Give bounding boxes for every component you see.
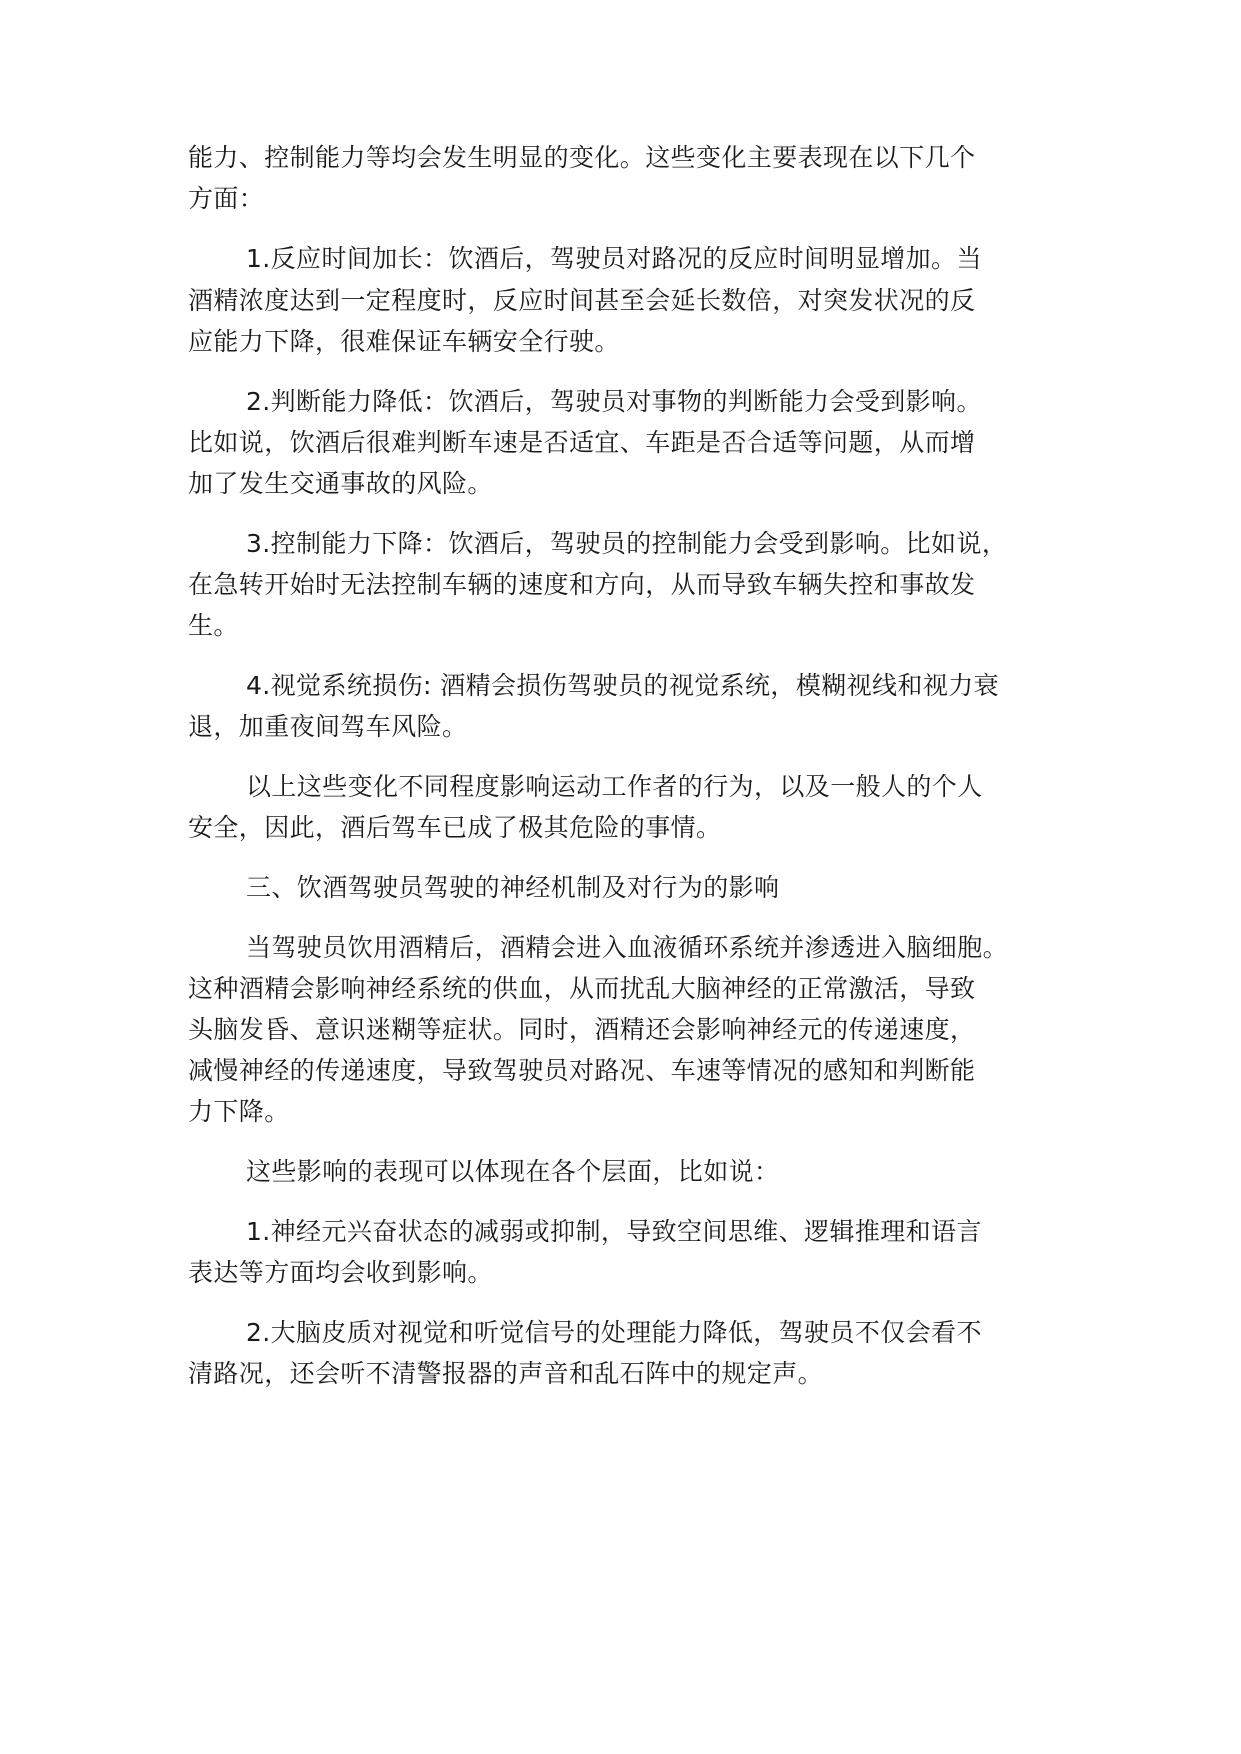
paragraph-10-line-1: 1.神经元兴奋状态的减弱或抑制，导致空间思维、逻辑推理和语言 <box>246 1217 982 1246</box>
paragraph-3-line-3: 加了发生交通事故的风险。 <box>188 469 493 498</box>
paragraph-6-line-2: 安全，因此，酒后驾车已成了极其危险的事情。 <box>188 813 722 842</box>
paragraph-8-line-2: 这种酒精会影响神经系统的供血，从而扰乱大脑神经的正常激活，导致 <box>188 974 976 1003</box>
paragraph-4-line-3: 生。 <box>188 611 239 640</box>
paragraph-3-line-1: 2.判断能力降低：饮酒后，驾驶员对事物的判断能力会受到影响。 <box>246 387 982 416</box>
paragraph-8-line-4: 减慢神经的传递速度，导致驾驶员对路况、车速等情况的感知和判断能 <box>188 1056 976 1085</box>
paragraph-2-line-1: 1.反应时间加长：饮酒后，驾驶员对路况的反应时间明显增加。当 <box>246 244 982 273</box>
paragraph-5-line-1: 4.视觉系统损伤: 酒精会损伤驾驶员的视觉系统，模糊视线和视力衰 <box>246 671 1000 700</box>
paragraph-2-line-2: 酒精浓度达到一定程度时，反应时间甚至会延长数倍，对突发状况的反 <box>188 286 976 315</box>
paragraph-4-line-2: 在急转开始时无法控制车辆的速度和方向，从而导致车辆失控和事故发 <box>188 570 976 599</box>
paragraph-9-line-1: 这些影响的表现可以体现在各个层面，比如说： <box>246 1157 780 1186</box>
paragraph-8-line-5: 力下降。 <box>188 1097 290 1126</box>
paragraph-8-line-1: 当驾驶员饮用酒精后，酒精会进入血液循环系统并渗透进入脑细胞。 <box>246 933 1009 962</box>
section-heading: 三、饮酒驾驶员驾驶的神经机制及对行为的影响 <box>246 873 780 902</box>
paragraph-11-line-2: 清路况，还会听不清警报器的声音和乱石阵中的规定声。 <box>188 1359 824 1388</box>
paragraph-5-line-2: 退，加重夜间驾车风险。 <box>188 712 468 741</box>
paragraph-2-line-3: 应能力下降，很难保证车辆安全行驶。 <box>188 327 620 356</box>
paragraph-8-line-3: 头脑发昏、意识迷糊等症状。同时，酒精还会影响神经元的传递速度， <box>188 1015 976 1044</box>
paragraph-1-line-1: 能力、控制能力等均会发生明显的变化。这些变化主要表现在以下几个 <box>188 143 976 172</box>
paragraph-10-line-2: 表达等方面均会收到影响。 <box>188 1258 493 1287</box>
paragraph-11-line-1: 2.大脑皮质对视觉和听觉信号的处理能力降低，驾驶员不仅会看不 <box>246 1318 982 1347</box>
paragraph-1-line-2: 方面： <box>188 184 265 213</box>
paragraph-3-line-2: 比如说，饮酒后很难判断车速是否适宜、车距是否合适等问题，从而增 <box>188 428 976 457</box>
paragraph-6-line-1: 以上这些变化不同程度影响运动工作者的行为，以及一般人的个人 <box>246 772 983 801</box>
paragraph-4-line-1: 3.控制能力下降：饮酒后，驾驶员的控制能力会受到影响。比如说， <box>246 529 1008 558</box>
